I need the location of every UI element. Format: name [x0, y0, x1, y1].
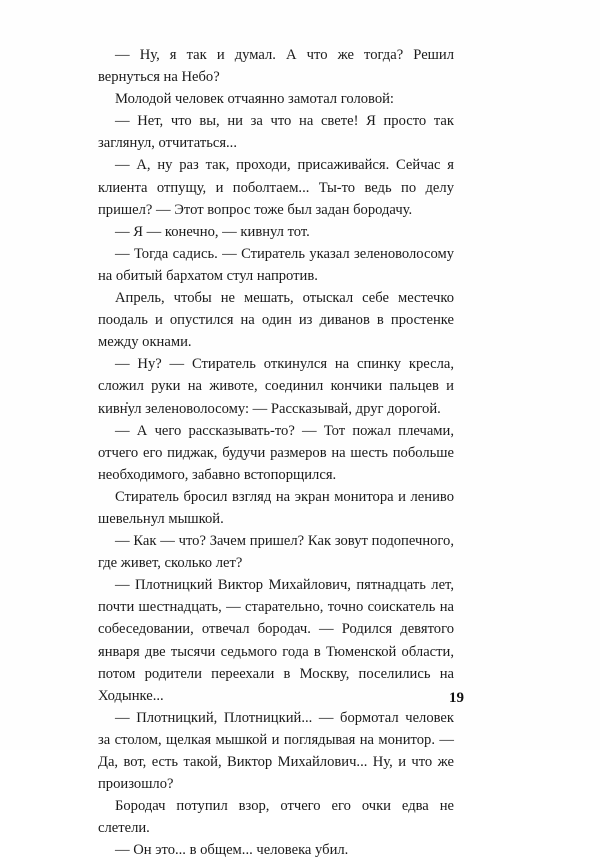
paragraph: — Плотницкий Виктор Михайлович, пятнадцать лет, почти шестнадцать, — старательно, точно соискатель на собеседовании, отвечал бородач. — Родился девятого января две тысячи седьмого года в Тюменской области, потом родители переехали в Москву, поселились на Ходынке... — [98, 577, 454, 704]
paragraph: — Он это... в общем... человека убил. — [115, 842, 349, 859]
paragraph: — Ну? — Стиратель откинулся на спинку кресла, сложил руки на животе, соединил кончики пальцев и кивнул зеленоволосому: — Рассказывай, друг дорогой. — [98, 356, 454, 417]
paragraph: Бородач потупил взор, отчего его очки едва не слетели. — [98, 798, 454, 837]
paragraph: — Я — конечно, — кивнул тот. — [115, 223, 310, 240]
paragraph: — Ну, я так и думал. А что же тогда? Решил вернуться на Небо? — [98, 47, 454, 86]
body-text — [98, 44, 454, 861]
page-number: 19 — [449, 690, 464, 706]
paragraph: — А чего рассказывать-то? — Тот пожал плечами, отчего его пиджак, будучи размеров на шесть побольше необходимого, забавно встопорщился. — [98, 422, 454, 483]
paragraph: — Как — что? Зачем пришел? Как зовут подопечного, где живет, сколько лет? — [98, 533, 454, 572]
paragraph: — Нет, что вы, ни за что на свете! Я просто так заглянул, отчитаться... — [98, 113, 454, 152]
paragraph: Молодой человек отчаянно замотал головой: — [115, 91, 394, 108]
paragraph: Стиратель бросил взгляд на экран монитора и лениво шевельнул мышкой. — [98, 488, 454, 527]
paragraph: Апрель, чтобы не мешать, отыскал себе местечко поодаль и опустился на один из диванов в простенке между окнами. — [98, 290, 454, 351]
paragraph: — Плотницкий, Плотницкий... — бормотал человек за столом, щелкая мышкой и поглядывая на монитор. — Да, вот, есть такой, Виктор Михайлович... Ну, и что же произошло? — [98, 709, 454, 793]
paragraph: — А, ну раз так, проходи, присаживайся. Сейчас я клиента отпущу, и поболтаем... Ты-то ведь по делу пришел? — Этот вопрос тоже был задан бородачу. — [98, 157, 454, 218]
paragraph: — Тогда садись. — Стиратель указал зеленоволосому на обитый бархатом стул напротив. — [98, 245, 454, 284]
